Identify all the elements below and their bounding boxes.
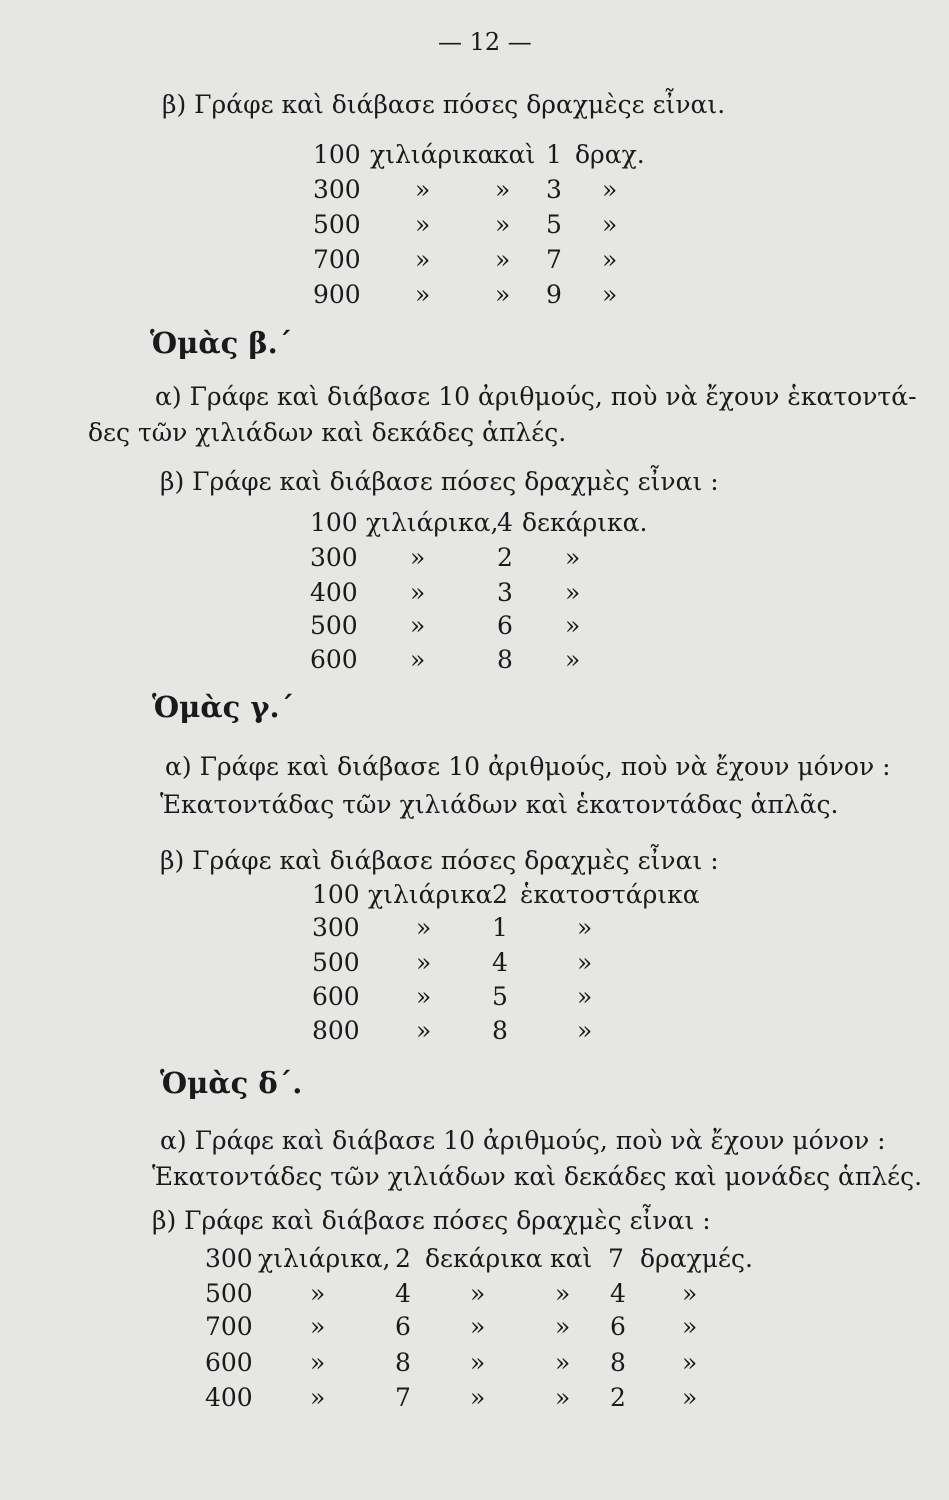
table-cell: 500	[312, 948, 360, 977]
table-cell: 3	[497, 578, 513, 607]
table-cell: 4	[492, 948, 508, 977]
table-cell: 600	[312, 982, 360, 1011]
table-cell: 1	[546, 140, 562, 169]
table-cell: δεκάρικα.	[522, 508, 648, 537]
table-cell: 4	[497, 508, 513, 537]
table-cell: »	[565, 543, 581, 572]
table-cell: »	[577, 948, 593, 977]
table-cell: »	[410, 578, 426, 607]
table-cell: »	[577, 982, 593, 1011]
table-cell: »	[310, 1279, 326, 1308]
table-cell: »	[682, 1312, 698, 1341]
table-cell: 700	[205, 1312, 253, 1341]
table-cell: 800	[312, 1016, 360, 1045]
group-c-task-a-line2: Ἑκατοντάδας τῶν χιλιάδων καὶ ἑκατοντάδας ἁπλᾶς.	[160, 790, 839, 819]
table-cell: »	[470, 1383, 486, 1412]
table-cell: χιλιάρικα	[368, 880, 493, 909]
table-cell: ἑκατοστάρικα	[520, 880, 700, 909]
group-d-task-b: β) Γράφε καὶ διάβασε πόσες δραχμὲς εἶναι :	[152, 1206, 711, 1235]
table-cell: 100	[312, 880, 360, 909]
group-d-task-a-line2: Ἑκατοντάδες τῶν χιλιάδων καὶ δεκάδες καὶ μονάδες ἁπλές.	[152, 1162, 923, 1191]
table-cell: »	[470, 1348, 486, 1377]
table-cell: »	[682, 1383, 698, 1412]
table-cell: »	[555, 1383, 571, 1412]
table-cell: »	[495, 210, 511, 239]
table-cell: »	[602, 175, 618, 204]
table-cell: 100	[310, 508, 358, 537]
table-cell: 6	[610, 1312, 626, 1341]
intro-instruction: β) Γράφε καὶ διάβασε πόσες δραχμὲςε εἶναι.	[162, 90, 726, 119]
table-cell: »	[310, 1312, 326, 1341]
table-cell: »	[565, 578, 581, 607]
table-cell: 4	[395, 1279, 411, 1308]
table-cell: 500	[310, 611, 358, 640]
group-c-heading: Ὁμὰς γ.΄	[152, 690, 295, 724]
group-b-task-a-line1: α) Γράφε καὶ διάβασε 10 ἀριθμούς, ποὺ νὰ ἔχουν ἑκατοντά-	[155, 382, 917, 411]
table-cell: 300	[310, 543, 358, 572]
table-cell: »	[410, 543, 426, 572]
table-cell: 5	[492, 982, 508, 1011]
table-cell: »	[555, 1279, 571, 1308]
table-cell: 700	[313, 245, 361, 274]
group-b-task-a-line2: δες τῶν χιλιάδων καὶ δεκάδες ἁπλές.	[88, 418, 567, 447]
table-cell: 400	[205, 1383, 253, 1412]
table-cell: 3	[546, 175, 562, 204]
table-cell: »	[470, 1312, 486, 1341]
table-cell: »	[565, 611, 581, 640]
table-cell: »	[495, 245, 511, 274]
table-cell: 500	[313, 210, 361, 239]
table-cell: »	[416, 948, 432, 977]
table-cell: »	[495, 175, 511, 204]
table-cell: 8	[610, 1348, 626, 1377]
table-cell: »	[555, 1348, 571, 1377]
table-cell: »	[415, 245, 431, 274]
table-cell: »	[415, 210, 431, 239]
table-cell: »	[310, 1383, 326, 1412]
table-cell: 2	[610, 1383, 626, 1412]
table-cell: δεκάρικα	[425, 1244, 543, 1273]
table-cell: δραχ.	[575, 140, 645, 169]
group-c-task-b: β) Γράφε καὶ διάβασε πόσες δραχμὲς εἶναι :	[160, 846, 719, 875]
group-b-task-b: β) Γράφε καὶ διάβασε πόσες δραχμὲς εἶναι :	[160, 467, 719, 496]
table-cell: 6	[497, 611, 513, 640]
table-cell: 300	[312, 913, 360, 942]
table-cell: 7	[395, 1383, 411, 1412]
table-cell: »	[602, 245, 618, 274]
table-cell: »	[495, 280, 511, 309]
table-cell: χιλιάρικα,	[366, 508, 499, 537]
table-cell: »	[415, 175, 431, 204]
table-cell: »	[416, 913, 432, 942]
table-cell: »	[416, 982, 432, 1011]
table-cell: 8	[497, 645, 513, 674]
table-cell: 100	[313, 140, 361, 169]
table-cell: 300	[313, 175, 361, 204]
table-cell: »	[410, 611, 426, 640]
table-cell: »	[470, 1279, 486, 1308]
table-cell: 400	[310, 578, 358, 607]
table-cell: 2	[492, 880, 508, 909]
table-cell: »	[416, 1016, 432, 1045]
table-cell: »	[577, 1016, 593, 1045]
table-cell: »	[682, 1279, 698, 1308]
page-number: — 12 —	[438, 28, 532, 56]
table-cell: 6	[395, 1312, 411, 1341]
table-cell: »	[415, 280, 431, 309]
table-cell: »	[602, 210, 618, 239]
table-cell: 7	[608, 1244, 624, 1273]
table-cell: 1	[492, 913, 508, 942]
table-cell: 500	[205, 1279, 253, 1308]
group-c-task-a-line1: α) Γράφε καὶ διάβασε 10 ἀριθμούς, ποὺ νὰ ἔχουν μόνον :	[165, 752, 891, 781]
table-cell: 4	[610, 1279, 626, 1308]
table-cell: 2	[395, 1244, 411, 1273]
table-cell: δραχμές.	[640, 1244, 753, 1273]
table-cell: 900	[313, 280, 361, 309]
group-b-heading: Ὁμὰς β.΄	[150, 326, 293, 360]
group-d-heading: Ὁμὰς δ΄.	[160, 1066, 303, 1100]
table-cell: 600	[205, 1348, 253, 1377]
table-cell: 8	[395, 1348, 411, 1377]
table-cell: 600	[310, 645, 358, 674]
table-cell: 8	[492, 1016, 508, 1045]
table-cell: »	[310, 1348, 326, 1377]
table-cell: »	[555, 1312, 571, 1341]
group-d-task-a-line1: α) Γράφε καὶ διάβασε 10 ἀριθμούς, ποὺ νὰ ἔχουν μόνον :	[160, 1126, 886, 1155]
table-cell: καὶ	[550, 1244, 593, 1273]
table-cell: »	[565, 645, 581, 674]
table-cell: χιλιάρικα	[370, 140, 495, 169]
table-cell: »	[682, 1348, 698, 1377]
table-cell: »	[577, 913, 593, 942]
table-cell: 9	[546, 280, 562, 309]
table-cell: 300	[205, 1244, 253, 1273]
table-cell: 7	[546, 245, 562, 274]
table-cell: καὶ	[493, 140, 536, 169]
table-cell: »	[410, 645, 426, 674]
table-cell: »	[602, 280, 618, 309]
table-cell: χιλιάρικα,	[258, 1244, 391, 1273]
table-cell: 5	[546, 210, 562, 239]
table-cell: 2	[497, 543, 513, 572]
